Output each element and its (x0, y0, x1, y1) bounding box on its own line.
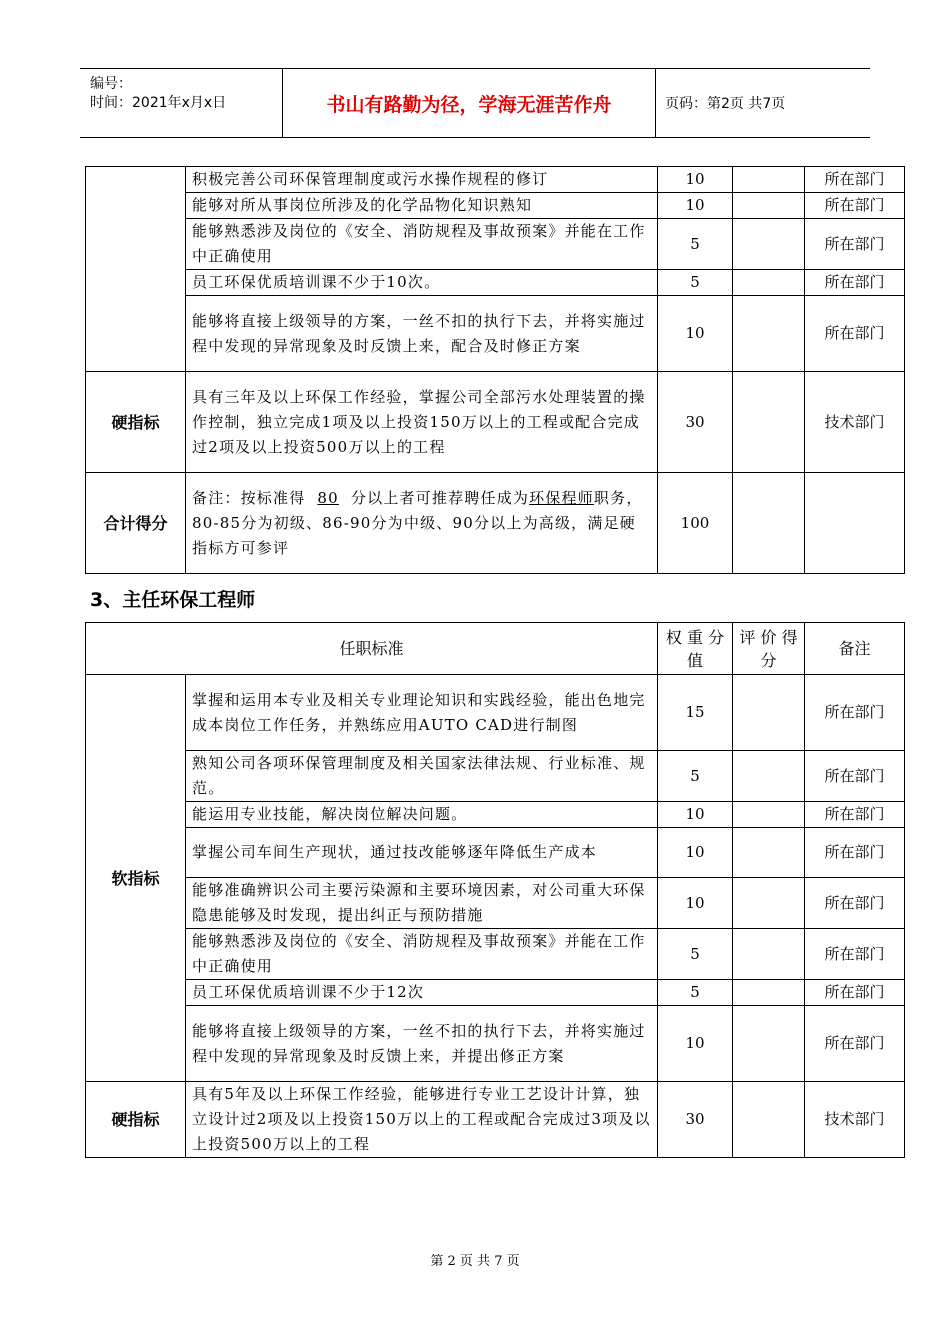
header-note: 备注 (805, 623, 905, 675)
time-label: 时间：2021年x月x日 (90, 95, 227, 111)
criterion-text: 能够将直接上级领导的方案，一丝不扣的执行下去，并将实施过程中发现的异常现象及时反馈上来，并提出修正方案 (186, 1006, 658, 1082)
weight-value: 5 (658, 980, 733, 1006)
header-page-label: 页码：第2页 共7页 (665, 96, 786, 112)
table-row (86, 270, 905, 296)
note-value: 所在部门 (805, 802, 905, 828)
page-footer: 第 2 页 共 7 页 (430, 1254, 520, 1269)
category-cell: 硬指标 (86, 1082, 186, 1158)
weight-value: 15 (658, 675, 733, 751)
score-value (733, 878, 805, 929)
weight-value: 10 (658, 878, 733, 929)
score-value (733, 828, 805, 878)
note-value: 所在部门 (805, 219, 905, 270)
table-row (86, 751, 905, 802)
criterion-text: 能够准确辨识公司主要污染源和主要环境因素，对公司重大环保隐患能够及时发现，提出纠正与预防措施 (186, 878, 658, 929)
category-cell: 硬指标 (86, 372, 186, 473)
number-label: 编号： (90, 76, 132, 92)
score-value (733, 473, 805, 574)
header-motto: 书山有路勤为径，学海无涯苦作舟 (282, 69, 656, 137)
score-value (733, 296, 805, 372)
score-value (733, 219, 805, 270)
weight-value: 10 (658, 193, 733, 219)
note-value: 所在部门 (805, 193, 905, 219)
note-value: 所在部门 (805, 675, 905, 751)
score-value (733, 980, 805, 1006)
criterion-text: 员工环保优质培训课不少于12次 (186, 980, 658, 1006)
criteria-table-2 (85, 622, 905, 1158)
note-value: 所在部门 (805, 828, 905, 878)
weight-value: 10 (658, 802, 733, 828)
criterion-text: 能运用专业技能，解决岗位解决问题。 (186, 802, 658, 828)
total-row (86, 473, 905, 574)
note-value: 所在部门 (805, 878, 905, 929)
category-cell: 软指标 (86, 675, 186, 1082)
criteria-table-2-body (86, 623, 905, 1158)
criterion-text: 能够熟悉涉及岗位的《安全、消防规程及事故预案》并能在工作中正确使用 (186, 929, 658, 980)
note-value: 所在部门 (805, 270, 905, 296)
table-row (86, 219, 905, 270)
criterion-text: 能够对所从事岗位所涉及的化学品物化知识熟知 (186, 193, 658, 219)
page-header (80, 68, 870, 138)
table-row (86, 828, 905, 878)
note-value: 技术部门 (805, 372, 905, 473)
weight-value: 5 (658, 751, 733, 802)
score-value (733, 802, 805, 828)
table-row (86, 1006, 905, 1082)
score-threshold: 80 (317, 488, 339, 507)
note-value: 所在部门 (805, 296, 905, 372)
criterion-text: 员工环保优质培训课不少于10次。 (186, 270, 658, 296)
note-value (805, 473, 905, 574)
weight-value: 5 (658, 219, 733, 270)
weight-value: 30 (658, 1082, 733, 1158)
table-header-row (86, 623, 905, 675)
weight-value: 10 (658, 828, 733, 878)
weight-value: 10 (658, 296, 733, 372)
note-value: 所在部门 (805, 751, 905, 802)
table-row (86, 675, 905, 751)
section-title: 3、主任环保工程师 (90, 589, 256, 611)
total-note (186, 473, 658, 574)
score-value (733, 193, 805, 219)
header-standard: 任职标准 (86, 623, 658, 675)
table-row (86, 980, 905, 1006)
criterion-text: 熟知公司各项环保管理制度及相关国家法律法规、行业标准、规范。 (186, 751, 658, 802)
criterion-text: 能够熟悉涉及岗位的《安全、消防规程及事故预案》并能在工作中正确使用 (186, 219, 658, 270)
weight-value: 10 (658, 1006, 733, 1082)
table-row (86, 193, 905, 219)
weight-value: 5 (658, 929, 733, 980)
weight-value: 10 (658, 167, 733, 193)
table-row (86, 802, 905, 828)
header-left (80, 69, 280, 137)
score-value (733, 1082, 805, 1158)
table-row (86, 296, 905, 372)
criterion-text: 具有5年及以上环保工作经验，能够进行专业工艺设计计算，独立设计过2项及以上投资150万以上的工程或配合完成过3项及以上投资500万以上的工程 (186, 1082, 658, 1158)
note-value: 技术部门 (805, 1082, 905, 1158)
table-row (86, 167, 905, 193)
note-value: 所在部门 (805, 980, 905, 1006)
note-value: 所在部门 (805, 929, 905, 980)
header-score: 评 价 得 分 (733, 623, 805, 675)
weight-value: 5 (658, 270, 733, 296)
score-value (733, 1006, 805, 1082)
criteria-table-1-body (86, 167, 905, 574)
note-prefix: 备注：按标准得 (192, 488, 306, 507)
score-value (733, 751, 805, 802)
category-cell (86, 167, 186, 372)
score-value (733, 270, 805, 296)
note-value: 所在部门 (805, 167, 905, 193)
note-value: 所在部门 (805, 1006, 905, 1082)
criterion-text: 掌握公司车间生产现状，通过技改能够逐年降低生产成本 (186, 828, 658, 878)
hard-indicator-row (86, 372, 905, 473)
weight-value: 100 (658, 473, 733, 574)
score-value (733, 167, 805, 193)
score-value (733, 929, 805, 980)
weight-value: 30 (658, 372, 733, 473)
criterion-text: 能够将直接上级领导的方案，一丝不扣的执行下去，并将实施过程中发现的异常现象及时反馈上来，配合及时修正方案 (186, 296, 658, 372)
table-row (86, 878, 905, 929)
score-value (733, 372, 805, 473)
criterion-text: 积极完善公司环保管理制度或污水操作规程的修订 (186, 167, 658, 193)
table-row (86, 929, 905, 980)
header-weight: 权 重 分 值 (658, 623, 733, 675)
criterion-text: 掌握和运用本专业及相关专业理论知识和实践经验，能出色地完成本岗位工作任务，并熟练应用AUTO CAD进行制图 (186, 675, 658, 751)
category-cell: 合计得分 (86, 473, 186, 574)
hard-indicator-row (86, 1082, 905, 1158)
score-value (733, 675, 805, 751)
position-name: 环保程师 (529, 488, 594, 507)
criterion-text: 具有三年及以上环保工作经验，掌握公司全部污水处理装置的操作控制，独立完成1项及以上投资150万以上的工程或配合完成过2项及以上投资500万以上的工程 (186, 372, 658, 473)
note-mid: 分以上者可推荐聘任成为 (350, 488, 530, 507)
criteria-table-1 (85, 166, 905, 574)
note-suffix: 职务，80-85分为初级、86-90分为中级、90分以上为高级，满足硬指标方可参评 (192, 488, 643, 557)
